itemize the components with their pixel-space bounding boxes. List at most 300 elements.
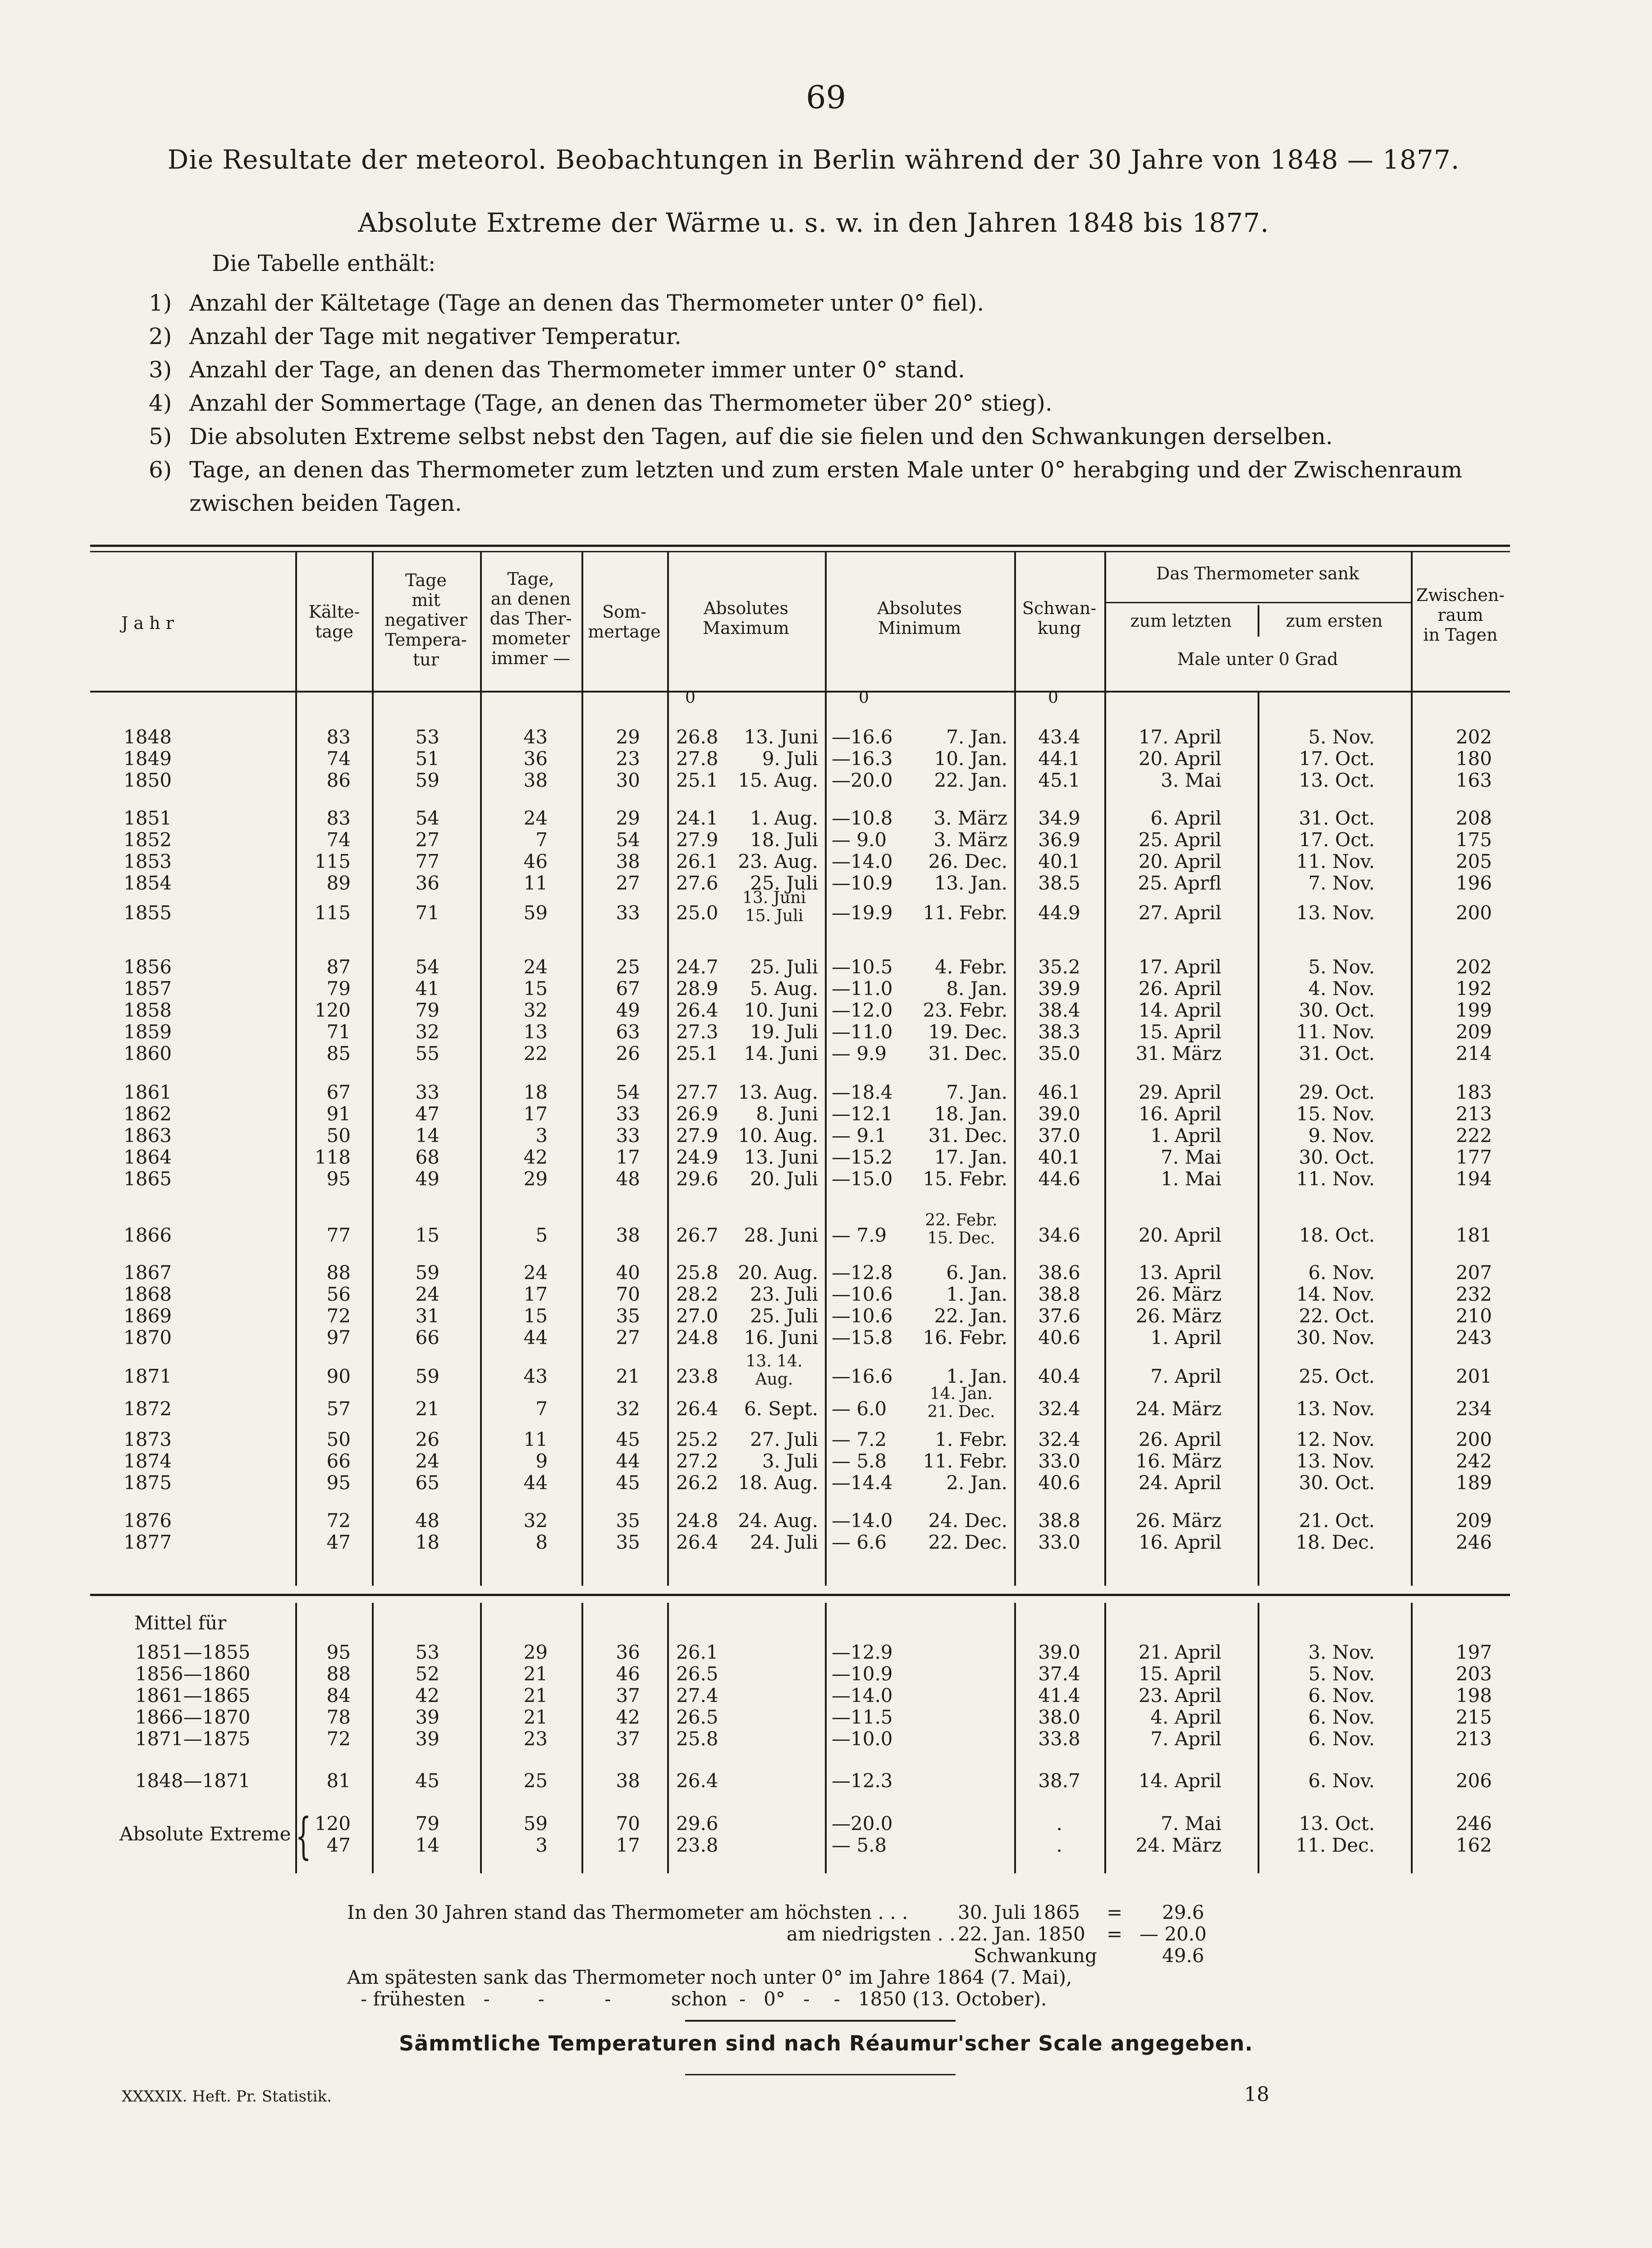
row-kaeltetage: 83 (326, 726, 351, 748)
row-zwischenraum: 209 (1455, 1021, 1492, 1043)
list-item-number: 1) (149, 290, 172, 316)
column-divider (825, 551, 827, 1586)
mean-schwankung: 37.4 (1038, 1663, 1080, 1685)
row-kaeltetage: 79 (326, 977, 351, 1000)
row-min-value: —10.9 (832, 872, 893, 894)
row-max-value: 25.1 (676, 769, 718, 791)
row-min-value: —20.0 (832, 769, 893, 791)
row-year: 1877 (124, 1531, 172, 1553)
row-immer: 17 (523, 1283, 548, 1305)
mean-kaeltetage: 95 (326, 1641, 351, 1663)
row-max-date: 15. Aug. (738, 769, 818, 791)
header-jahr: J a h r (121, 613, 174, 633)
row-zwischenraum: 207 (1455, 1262, 1492, 1284)
row-schwankung: 40.1 (1038, 850, 1080, 872)
row-kaeltetage: 72 (326, 1509, 351, 1532)
row-schwankung: 44.6 (1038, 1168, 1080, 1190)
row-last-frost: 20. April (1138, 850, 1222, 872)
row-last-frost: 17. April (1138, 956, 1222, 978)
row-max-date: 25. Juli (750, 956, 818, 978)
row-sommertage: 17 (616, 1146, 640, 1168)
mean-sommertage: 46 (616, 1663, 640, 1685)
body-bottom-rule (90, 1594, 1510, 1596)
row-kaeltetage: 57 (326, 1398, 351, 1420)
abs-max: 29.6 (676, 1812, 718, 1835)
header-neg_temp: Tage mit negativer Tempera- tur (384, 570, 467, 670)
row-zwischenraum: 175 (1455, 829, 1492, 851)
row-sommertage: 63 (616, 1021, 640, 1043)
row-min-date: 22. Dec. (928, 1531, 1007, 1553)
row-sommertage: 29 (616, 726, 640, 748)
row-neg-temp: 55 (415, 1042, 439, 1064)
row-sommertage: 33 (616, 1124, 640, 1147)
mean-zwischenraum: 206 (1455, 1770, 1492, 1792)
row-first-frost: 30. Nov. (1296, 1326, 1375, 1349)
footer-page-number: 18 (1244, 2083, 1269, 2106)
row-schwankung: 39.0 (1038, 1103, 1080, 1125)
row-min-value: —15.0 (832, 1168, 893, 1190)
mean-last-frost: 14. April (1138, 1770, 1222, 1792)
row-min-value: —10.8 (832, 807, 893, 829)
mean-immer: 25 (523, 1770, 548, 1792)
row-last-frost: 24. April (1138, 1472, 1222, 1494)
mean-neg-temp: 42 (415, 1684, 439, 1707)
row-neg-temp: 68 (415, 1146, 439, 1168)
deg-max-mark: 0 (685, 688, 696, 707)
row-year: 1866 (124, 1224, 172, 1246)
row-neg-temp: 54 (415, 956, 439, 978)
abs-neg-temp: 79 (415, 1812, 439, 1835)
mean-min: —10.0 (832, 1728, 893, 1750)
row-immer: 5 (535, 1224, 548, 1246)
row-immer: 7 (535, 829, 548, 851)
row-year: 1860 (124, 1042, 172, 1064)
abs-immer: 3 (535, 1834, 548, 1856)
row-schwankung: 40.1 (1038, 1146, 1080, 1168)
mean-label: 1848—1871 (135, 1770, 251, 1792)
scale-note: Sämmtliche Temperaturen sind nach Réaumur'scher Scale angegeben. (398, 2031, 1254, 2055)
row-year: 1859 (124, 1021, 172, 1043)
header-sank: Das Thermometer sank (1156, 564, 1359, 583)
row-neg-temp: 49 (415, 1168, 439, 1190)
row-min-value: —15.8 (832, 1326, 893, 1349)
row-max-date: 5. Aug. (750, 977, 818, 1000)
header-zum_letzten: zum letzten (1130, 611, 1232, 631)
row-kaeltetage: 50 (326, 1428, 351, 1450)
row-sommertage: 27 (616, 1326, 640, 1349)
row-zwischenraum: 177 (1455, 1146, 1492, 1168)
row-zwischenraum: 222 (1455, 1124, 1492, 1147)
row-min-date: 22. Jan. (934, 769, 1007, 791)
abs-last-frost: 24. März (1135, 1834, 1222, 1856)
row-kaeltetage: 95 (326, 1472, 351, 1494)
row-min-value: — 9.1 (832, 1124, 887, 1147)
row-schwankung: 46.1 (1038, 1081, 1080, 1103)
row-immer: 24 (523, 956, 548, 978)
row-neg-temp: 77 (415, 850, 439, 872)
row-year: 1872 (124, 1398, 172, 1420)
row-year: 1874 (124, 1450, 172, 1472)
row-neg-temp: 21 (415, 1398, 439, 1420)
row-zwischenraum: 205 (1455, 850, 1492, 872)
list-item (149, 420, 1524, 453)
mean-immer: 21 (523, 1706, 548, 1728)
mean-max: 26.5 (676, 1663, 718, 1685)
row-year: 1850 (124, 769, 172, 791)
row-schwankung: 38.3 (1038, 1021, 1080, 1043)
row-min-value: — 6.6 (832, 1531, 887, 1553)
row-last-frost: 29. April (1138, 1081, 1222, 1103)
row-year: 1864 (124, 1146, 172, 1168)
row-schwankung: 36.9 (1038, 829, 1080, 851)
row-immer: 18 (523, 1081, 548, 1103)
row-last-frost: 31. März (1135, 1042, 1222, 1064)
row-first-frost: 5. Nov. (1308, 726, 1375, 748)
abs-immer: 59 (523, 1812, 548, 1835)
row-first-frost: 30. Oct. (1299, 1472, 1375, 1494)
row-max-value: 26.4 (676, 1398, 718, 1420)
row-schwankung: 44.9 (1038, 902, 1080, 924)
row-kaeltetage: 87 (326, 956, 351, 978)
row-sommertage: 21 (616, 1365, 640, 1387)
row-kaeltetage: 91 (326, 1103, 351, 1125)
row-year: 1857 (124, 977, 172, 1000)
header-sommertage: Som- mertage (588, 602, 661, 642)
row-last-frost: 1. April (1150, 1326, 1222, 1349)
mean-zwischenraum: 213 (1455, 1728, 1492, 1750)
row-kaeltetage: 120 (314, 999, 351, 1021)
mean-label: 1871—1875 (135, 1728, 251, 1750)
row-min-date: 1. Jan. (946, 1365, 1007, 1387)
row-zwischenraum: 202 (1455, 726, 1492, 748)
row-first-frost: 13. Nov. (1296, 1450, 1375, 1472)
row-max-value: 27.3 (676, 1021, 718, 1043)
row-kaeltetage: 83 (326, 807, 351, 829)
row-max-date: 24. Aug. (738, 1509, 818, 1532)
row-neg-temp: 27 (415, 829, 439, 851)
column-divider-lower (667, 1603, 669, 1873)
row-kaeltetage: 74 (326, 829, 351, 851)
row-zwischenraum: 192 (1455, 977, 1492, 1000)
row-max-value: 24.9 (676, 1146, 718, 1168)
mean-label: 1856—1860 (135, 1663, 251, 1685)
row-neg-temp: 36 (415, 872, 439, 894)
row-last-frost: 1. April (1150, 1124, 1222, 1147)
row-sommertage: 67 (616, 977, 640, 1000)
row-neg-temp: 59 (415, 1262, 439, 1284)
row-schwankung: 34.9 (1038, 807, 1080, 829)
mean-immer: 21 (523, 1684, 548, 1707)
list-item (149, 286, 1524, 320)
row-max-date: 10. Juni (744, 999, 818, 1021)
mean-first-frost: 3. Nov. (1308, 1641, 1375, 1663)
mean-kaeltetage: 78 (326, 1706, 351, 1728)
summary-line-1-value: 29.6 (1162, 1901, 1204, 1923)
footer-left: XXXXIX. Heft. Pr. Statistik. (122, 2087, 332, 2106)
row-min-date: 7. Jan. (946, 726, 1007, 748)
row-last-frost: 7. Mai (1161, 1146, 1222, 1168)
row-immer: 29 (523, 1168, 548, 1190)
mean-last-frost: 23. April (1138, 1684, 1222, 1707)
header-schwankung: Schwan- kung (1022, 598, 1097, 638)
row-min-value: —12.1 (832, 1103, 893, 1125)
list-item-text: Anzahl der Tage, an denen das Thermometer immer unter 0° stand. (189, 357, 965, 383)
mean-last-frost: 7. April (1150, 1728, 1222, 1750)
row-year: 1870 (124, 1326, 172, 1349)
row-sommertage: 70 (616, 1283, 640, 1305)
row-immer: 24 (523, 1262, 548, 1284)
row-kaeltetage: 66 (326, 1450, 351, 1472)
row-min-value: —10.6 (832, 1305, 893, 1327)
abs-min: —20.0 (832, 1812, 893, 1835)
abs-schwankung: . (1056, 1812, 1062, 1835)
row-neg-temp: 59 (415, 1365, 439, 1387)
row-immer: 42 (523, 1146, 548, 1168)
row-min-value: —16.6 (832, 726, 893, 748)
list-item (149, 353, 1524, 386)
row-min-value: — 9.9 (832, 1042, 887, 1064)
mean-immer: 21 (523, 1663, 548, 1685)
row-kaeltetage: 74 (326, 748, 351, 770)
row-year: 1862 (124, 1103, 172, 1125)
row-first-frost: 25. Oct. (1299, 1365, 1375, 1387)
row-last-frost: 20. April (1138, 1224, 1222, 1246)
intro-text: Die Tabelle enthält: (212, 250, 436, 276)
summary-line-2-text: am niedrigsten . . (787, 1923, 956, 1945)
row-schwankung: 39.9 (1038, 977, 1080, 1000)
row-first-frost: 5. Nov. (1308, 956, 1375, 978)
row-neg-temp: 33 (415, 1081, 439, 1103)
row-schwankung: 38.4 (1038, 999, 1080, 1021)
row-zwischenraum: 200 (1455, 902, 1492, 924)
row-min-value: —14.0 (832, 1509, 893, 1532)
row-min-date: 2. Jan. (946, 1472, 1007, 1494)
mean-sommertage: 36 (616, 1641, 640, 1663)
row-min-value: —11.0 (832, 1021, 893, 1043)
row-year: 1871 (124, 1365, 172, 1387)
mean-zwischenraum: 198 (1455, 1684, 1492, 1707)
mean-last-frost: 21. April (1138, 1641, 1222, 1663)
row-immer: 11 (523, 872, 548, 894)
row-min-value: —14.4 (832, 1472, 893, 1494)
row-max-date: 19. Juli (750, 1021, 818, 1043)
row-schwankung: 38.8 (1038, 1283, 1080, 1305)
summary-line-1-eq: = (1107, 1901, 1123, 1923)
list-item-text: Anzahl der Kältetage (Tage an denen das Thermometer unter 0° fiel). (189, 290, 984, 316)
row-year: 1869 (124, 1305, 172, 1327)
row-last-frost: 16. März (1135, 1450, 1222, 1472)
row-last-frost: 15. April (1138, 1021, 1222, 1043)
row-kaeltetage: 72 (326, 1305, 351, 1327)
row-sommertage: 29 (616, 807, 640, 829)
deg-min-mark: 0 (859, 688, 869, 707)
row-zwischenraum: 246 (1455, 1531, 1492, 1553)
mean-neg-temp: 39 (415, 1706, 439, 1728)
mean-zwischenraum: 197 (1455, 1641, 1492, 1663)
mean-neg-temp: 45 (415, 1770, 439, 1792)
row-schwankung: 45.1 (1038, 769, 1080, 791)
mean-zwischenraum: 203 (1455, 1663, 1492, 1685)
list-item-number: 4) (149, 390, 172, 416)
row-neg-temp: 53 (415, 726, 439, 748)
row-kaeltetage: 89 (326, 872, 351, 894)
row-year: 1849 (124, 748, 172, 770)
table-subtitle: Absolute Extreme der Wärme u. s. w. in den Jahren 1848 bis 1877. (358, 207, 1269, 238)
mean-schwankung: 38.7 (1038, 1770, 1080, 1792)
row-last-frost: 13. April (1138, 1262, 1222, 1284)
row-min-value: — 7.9 (832, 1224, 887, 1246)
table-top-rule (90, 545, 1510, 547)
row-max-value: 28.2 (676, 1283, 718, 1305)
row-sommertage: 49 (616, 999, 640, 1021)
header-abs_min: Absolutes Minimum (877, 598, 962, 638)
row-last-frost: 26. April (1138, 977, 1222, 1000)
row-neg-temp: 24 (415, 1450, 439, 1472)
row-sommertage: 48 (616, 1168, 640, 1190)
row-max-date: 14. Juni (744, 1042, 818, 1064)
mean-sommertage: 37 (616, 1728, 640, 1750)
row-first-frost: 13. Oct. (1299, 769, 1375, 791)
row-last-frost: 3. Mai (1161, 769, 1222, 791)
row-schwankung: 32.4 (1038, 1428, 1080, 1450)
row-zwischenraum: 213 (1455, 1103, 1492, 1125)
summary-line-3-value: 49.6 (1162, 1945, 1204, 1967)
row-max-date: 24. Juli (750, 1531, 818, 1553)
row-schwankung: 43.4 (1038, 726, 1080, 748)
deg-sch-mark: 0 (1048, 688, 1058, 707)
row-max-date: 20. Aug. (738, 1262, 818, 1284)
row-year: 1861 (124, 1081, 172, 1103)
mean-neg-temp: 39 (415, 1728, 439, 1750)
mean-kaeltetage: 84 (326, 1684, 351, 1707)
row-schwankung: 35.2 (1038, 956, 1080, 978)
mean-min: —12.9 (832, 1641, 893, 1663)
row-min-date: 4. Febr. (935, 956, 1007, 978)
row-year: 1867 (124, 1262, 172, 1284)
row-min-value: —19.9 (832, 902, 893, 924)
mean-max: 26.4 (676, 1770, 718, 1792)
mean-neg-temp: 53 (415, 1641, 439, 1663)
table-top-rule-2 (90, 551, 1510, 552)
mean-immer: 23 (523, 1728, 548, 1750)
abs-zwischenraum: 162 (1455, 1834, 1492, 1856)
row-first-frost: 9. Nov. (1308, 1124, 1375, 1147)
row-kaeltetage: 90 (326, 1365, 351, 1387)
row-immer: 44 (523, 1326, 548, 1349)
summary-line-3-text: Schwankung (974, 1945, 1097, 1967)
row-max-value: 26.7 (676, 1224, 718, 1246)
mean-schwankung: 33.8 (1038, 1728, 1080, 1750)
row-kaeltetage: 77 (326, 1224, 351, 1246)
row-neg-temp: 41 (415, 977, 439, 1000)
row-immer: 15 (523, 977, 548, 1000)
row-first-frost: 17. Oct. (1299, 829, 1375, 851)
row-year: 1854 (124, 872, 172, 894)
list-item (149, 453, 1524, 520)
row-neg-temp: 79 (415, 999, 439, 1021)
row-first-frost: 11. Nov. (1296, 1021, 1375, 1043)
row-sommertage: 26 (616, 1042, 640, 1064)
row-zwischenraum: 242 (1455, 1450, 1492, 1472)
row-first-frost: 29. Oct. (1299, 1081, 1375, 1103)
row-max-date: 3. Juli (762, 1450, 818, 1472)
row-max-date: 25. Juli (750, 872, 818, 894)
row-schwankung: 37.6 (1038, 1305, 1080, 1327)
mean-immer: 29 (523, 1641, 548, 1663)
row-zwischenraum: 163 (1455, 769, 1492, 791)
row-neg-temp: 15 (415, 1224, 439, 1246)
row-max-date: 25. Juli (750, 1305, 818, 1327)
row-first-frost: 31. Oct. (1299, 807, 1375, 829)
row-sommertage: 35 (616, 1531, 640, 1553)
row-max-value: 27.7 (676, 1081, 718, 1103)
row-min-date: 19. Dec. (928, 1021, 1007, 1043)
brace-icon: { (295, 1807, 311, 1865)
row-immer: 15 (523, 1305, 548, 1327)
mittel-label: Mittel für (134, 1612, 227, 1634)
mean-min: —10.9 (832, 1663, 893, 1685)
mean-schwankung: 41.4 (1038, 1684, 1080, 1707)
abs-schwankung: . (1056, 1834, 1062, 1856)
mean-max: 25.8 (676, 1728, 718, 1750)
list-item-text: Die absoluten Extreme selbst nebst den Tagen, auf die sie fielen und den Schwankungen derselben. (189, 423, 1333, 450)
row-max-date: 13. Juni 15. Juli (742, 889, 806, 925)
mean-max: 26.5 (676, 1706, 718, 1728)
row-min-date: 8. Jan. (946, 977, 1007, 1000)
row-max-value: 26.9 (676, 1103, 718, 1125)
row-sommertage: 35 (616, 1509, 640, 1532)
row-first-frost: 14. Nov. (1296, 1283, 1375, 1305)
row-max-value: 29.6 (676, 1168, 718, 1190)
row-min-value: —16.3 (832, 748, 893, 770)
row-neg-temp: 24 (415, 1283, 439, 1305)
summary-line-1-text: In den 30 Jahren stand das Thermometer am höchsten . . . (347, 1901, 908, 1923)
row-min-date: 23. Febr. (923, 999, 1007, 1021)
row-sommertage: 23 (616, 748, 640, 770)
row-year: 1855 (124, 902, 172, 924)
row-max-value: 26.8 (676, 726, 718, 748)
summary-line-4: Am spätesten sank das Thermometer noch unter 0° im Jahre 1864 (7. Mai), (347, 1966, 1072, 1988)
row-first-frost: 12. Nov. (1296, 1428, 1375, 1450)
mean-first-frost: 6. Nov. (1308, 1706, 1375, 1728)
abs-first-frost: 13. Oct. (1299, 1812, 1375, 1835)
row-immer: 59 (523, 902, 548, 924)
row-min-date: 10. Jan. (934, 748, 1007, 770)
row-last-frost: 7. April (1150, 1365, 1222, 1387)
row-schwankung: 40.6 (1038, 1326, 1080, 1349)
row-zwischenraum: 189 (1455, 1472, 1492, 1494)
header-zwischenraum: Zwischen- raum in Tagen (1416, 585, 1505, 645)
row-max-value: 27.2 (676, 1450, 718, 1472)
row-immer: 22 (523, 1042, 548, 1064)
summary-line-5: - frühesten - - - schon - 0° - - 1850 (13. October). (361, 1988, 1047, 2010)
list-item-number: 2) (149, 323, 172, 349)
row-last-frost: 26. März (1135, 1305, 1222, 1327)
row-min-date: 11. Febr. (923, 1450, 1007, 1472)
row-neg-temp: 51 (415, 748, 439, 770)
sank-sub-rule (1104, 602, 1411, 603)
row-first-frost: 15. Nov. (1296, 1103, 1375, 1125)
row-first-frost: 18. Oct. (1299, 1224, 1375, 1246)
row-sommertage: 30 (616, 769, 640, 791)
row-neg-temp: 14 (415, 1124, 439, 1147)
summary-line-2-eq: = (1107, 1923, 1123, 1945)
row-schwankung: 37.0 (1038, 1124, 1080, 1147)
row-max-date: 23. Juli (750, 1283, 818, 1305)
row-last-frost: 25. April (1138, 829, 1222, 851)
row-schwankung: 33.0 (1038, 1450, 1080, 1472)
row-min-date: 13. Jan. (934, 872, 1007, 894)
